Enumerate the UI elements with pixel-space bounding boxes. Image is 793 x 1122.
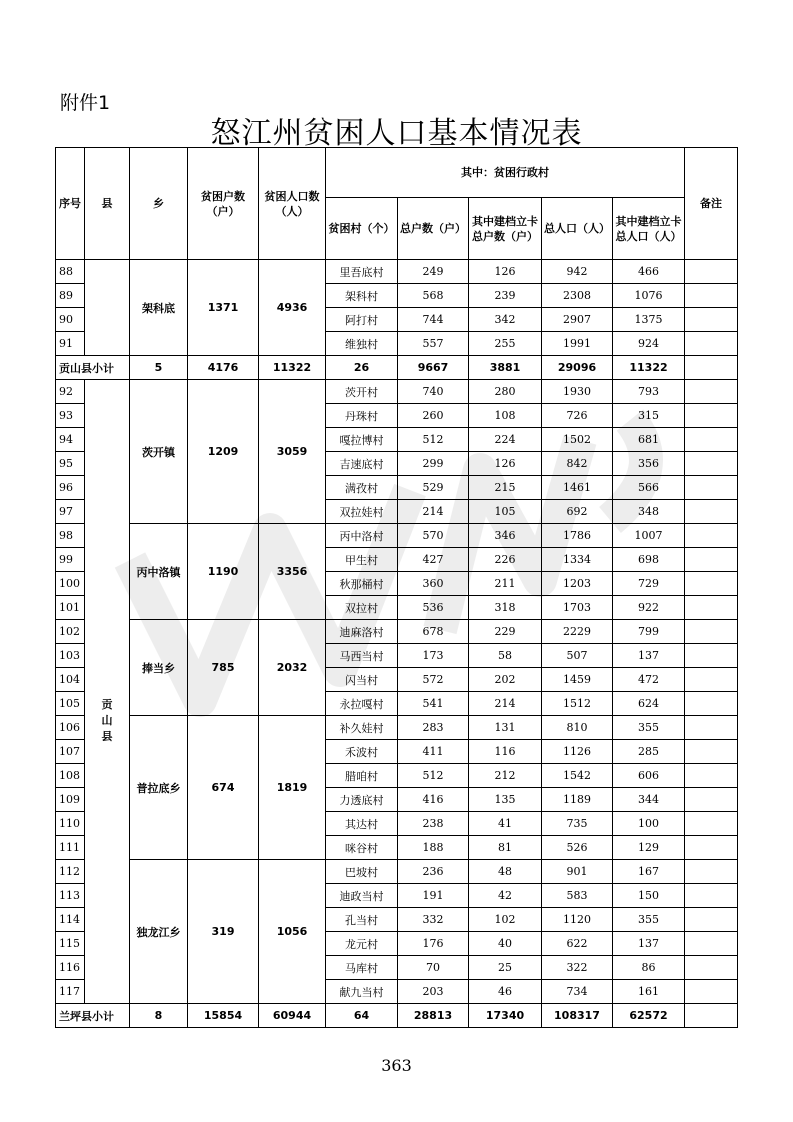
village-total-households: 173 [398, 644, 469, 668]
village-total-population: 1126 [542, 740, 613, 764]
township-population: 1819 [259, 716, 326, 860]
village-registered-population: 681 [613, 428, 685, 452]
header-seq: 序号 [56, 148, 85, 260]
village-name: 禾波村 [326, 740, 398, 764]
village-registered-households: 212 [469, 764, 542, 788]
village-total-households: 744 [398, 308, 469, 332]
page-number: 363 [381, 1056, 412, 1075]
subtotal-registered-population: 11322 [613, 356, 685, 380]
village-total-population: 1786 [542, 524, 613, 548]
subtotal-population: 11322 [259, 356, 326, 380]
village-name: 茨开村 [326, 380, 398, 404]
township-cell: 茨开镇 [130, 380, 188, 524]
remarks-cell [685, 428, 738, 452]
village-total-population: 1461 [542, 476, 613, 500]
header-township: 乡 [130, 148, 188, 260]
village-total-households: 203 [398, 980, 469, 1004]
township-population: 2032 [259, 620, 326, 716]
seq-cell: 116 [56, 956, 85, 980]
village-registered-population: 355 [613, 716, 685, 740]
village-registered-households: 40 [469, 932, 542, 956]
village-total-households: 570 [398, 524, 469, 548]
village-registered-households: 25 [469, 956, 542, 980]
subtotal-villages: 64 [326, 1004, 398, 1028]
village-total-population: 583 [542, 884, 613, 908]
village-registered-households: 211 [469, 572, 542, 596]
village-total-households: 512 [398, 428, 469, 452]
village-registered-population: 167 [613, 860, 685, 884]
remarks-cell [685, 308, 738, 332]
seq-cell: 104 [56, 668, 85, 692]
village-name: 迪政当村 [326, 884, 398, 908]
village-total-population: 734 [542, 980, 613, 1004]
village-total-population: 1189 [542, 788, 613, 812]
village-registered-households: 229 [469, 620, 542, 644]
village-registered-population: 1375 [613, 308, 685, 332]
seq-cell: 110 [56, 812, 85, 836]
village-registered-population: 566 [613, 476, 685, 500]
subtotal-registered-households: 3881 [469, 356, 542, 380]
remarks-cell [685, 380, 738, 404]
village-registered-population: 315 [613, 404, 685, 428]
township-population: 4936 [259, 260, 326, 356]
subtotal-total-households: 28813 [398, 1004, 469, 1028]
remarks-cell [685, 932, 738, 956]
remarks-cell [685, 476, 738, 500]
village-registered-households: 214 [469, 692, 542, 716]
subtotal-registered-population: 62572 [613, 1004, 685, 1028]
village-total-households: 176 [398, 932, 469, 956]
village-name: 巴坡村 [326, 860, 398, 884]
subtotal-households: 15854 [188, 1004, 259, 1028]
village-total-households: 427 [398, 548, 469, 572]
village-registered-population: 1007 [613, 524, 685, 548]
remarks-cell [685, 596, 738, 620]
table-row [56, 620, 738, 644]
village-registered-population: 729 [613, 572, 685, 596]
seq-cell: 92 [56, 380, 85, 404]
county-cell [85, 380, 130, 1004]
village-registered-households: 131 [469, 716, 542, 740]
remarks-cell [685, 908, 738, 932]
header-remarks: 备注 [685, 148, 738, 260]
village-name: 腊咱村 [326, 764, 398, 788]
township-population: 3356 [259, 524, 326, 620]
village-total-households: 416 [398, 788, 469, 812]
annex-label: 附件1 [60, 92, 111, 114]
subtotal-registered-households: 17340 [469, 1004, 542, 1028]
seq-cell: 117 [56, 980, 85, 1004]
village-name: 甲生村 [326, 548, 398, 572]
county-cell [85, 260, 130, 356]
subtotal-townships: 8 [130, 1004, 188, 1028]
village-total-population: 2229 [542, 620, 613, 644]
seq-cell: 97 [56, 500, 85, 524]
remarks-cell [685, 884, 738, 908]
village-total-population: 1120 [542, 908, 613, 932]
subtotal-townships: 5 [130, 356, 188, 380]
village-registered-population: 793 [613, 380, 685, 404]
village-registered-households: 58 [469, 644, 542, 668]
village-registered-population: 606 [613, 764, 685, 788]
remarks-cell [685, 572, 738, 596]
header-poor-population: 贫困人口数（人） [259, 148, 326, 260]
village-name: 架科村 [326, 284, 398, 308]
village-registered-population: 137 [613, 932, 685, 956]
seq-cell: 106 [56, 716, 85, 740]
subtotal-remarks [685, 1004, 738, 1028]
remarks-cell [685, 740, 738, 764]
village-registered-households: 126 [469, 452, 542, 476]
township-population: 1056 [259, 860, 326, 1004]
village-registered-households: 255 [469, 332, 542, 356]
remarks-cell [685, 692, 738, 716]
seq-cell: 88 [56, 260, 85, 284]
township-households: 319 [188, 860, 259, 1004]
village-total-households: 572 [398, 668, 469, 692]
village-registered-population: 86 [613, 956, 685, 980]
township-households: 1209 [188, 380, 259, 524]
village-registered-population: 355 [613, 908, 685, 932]
table-row [56, 380, 738, 404]
village-total-population: 2907 [542, 308, 613, 332]
village-registered-households: 126 [469, 260, 542, 284]
village-registered-population: 466 [613, 260, 685, 284]
subtotal-total-population: 29096 [542, 356, 613, 380]
remarks-cell [685, 788, 738, 812]
seq-cell: 114 [56, 908, 85, 932]
village-registered-population: 150 [613, 884, 685, 908]
village-name: 力透底村 [326, 788, 398, 812]
seq-cell: 99 [56, 548, 85, 572]
village-registered-population: 1076 [613, 284, 685, 308]
village-total-households: 536 [398, 596, 469, 620]
remarks-cell [685, 860, 738, 884]
village-total-population: 1512 [542, 692, 613, 716]
village-total-households: 214 [398, 500, 469, 524]
remarks-cell [685, 548, 738, 572]
village-registered-households: 226 [469, 548, 542, 572]
village-total-population: 942 [542, 260, 613, 284]
village-registered-households: 48 [469, 860, 542, 884]
village-registered-households: 280 [469, 380, 542, 404]
village-name: 献九当村 [326, 980, 398, 1004]
remarks-cell [685, 644, 738, 668]
subtotal-label: 兰坪县小计 [56, 1004, 130, 1028]
subtotal-households: 4176 [188, 356, 259, 380]
village-total-households: 411 [398, 740, 469, 764]
village-total-households: 740 [398, 380, 469, 404]
village-name: 秋那桶村 [326, 572, 398, 596]
county-name: 贡山县 [101, 697, 113, 743]
village-name: 嘎拉博村 [326, 428, 398, 452]
seq-cell: 108 [56, 764, 85, 788]
village-total-households: 557 [398, 332, 469, 356]
village-total-population: 1203 [542, 572, 613, 596]
village-registered-population: 129 [613, 836, 685, 860]
village-total-households: 568 [398, 284, 469, 308]
village-registered-population: 922 [613, 596, 685, 620]
village-name: 马库村 [326, 956, 398, 980]
village-total-households: 249 [398, 260, 469, 284]
village-total-households: 70 [398, 956, 469, 980]
village-total-population: 1459 [542, 668, 613, 692]
header-poor-households: 贫困户数（户） [188, 148, 259, 260]
village-name: 马西当村 [326, 644, 398, 668]
village-name: 丹珠村 [326, 404, 398, 428]
village-registered-population: 348 [613, 500, 685, 524]
village-total-households: 529 [398, 476, 469, 500]
village-registered-population: 161 [613, 980, 685, 1004]
township-cell: 独龙江乡 [130, 860, 188, 1004]
village-registered-population: 799 [613, 620, 685, 644]
village-registered-households: 108 [469, 404, 542, 428]
village-total-population: 1703 [542, 596, 613, 620]
seq-cell: 98 [56, 524, 85, 548]
village-name: 里吾底村 [326, 260, 398, 284]
subtotal-total-population: 108317 [542, 1004, 613, 1028]
village-name: 闪当村 [326, 668, 398, 692]
village-registered-households: 202 [469, 668, 542, 692]
village-registered-households: 342 [469, 308, 542, 332]
township-households: 674 [188, 716, 259, 860]
village-name: 满孜村 [326, 476, 398, 500]
village-name: 咪谷村 [326, 836, 398, 860]
remarks-cell [685, 500, 738, 524]
table-row [56, 524, 738, 548]
village-total-households: 332 [398, 908, 469, 932]
village-name: 维独村 [326, 332, 398, 356]
village-total-population: 1542 [542, 764, 613, 788]
village-registered-households: 116 [469, 740, 542, 764]
header-total-population: 总人口（人） [542, 198, 613, 260]
seq-cell: 96 [56, 476, 85, 500]
village-name: 其达村 [326, 812, 398, 836]
village-total-population: 622 [542, 932, 613, 956]
township-cell: 丙中洛镇 [130, 524, 188, 620]
village-total-households: 260 [398, 404, 469, 428]
seq-cell: 105 [56, 692, 85, 716]
remarks-cell [685, 332, 738, 356]
village-name: 双拉娃村 [326, 500, 398, 524]
village-total-households: 188 [398, 836, 469, 860]
subtotal-row [56, 356, 738, 380]
village-total-population: 1334 [542, 548, 613, 572]
village-registered-households: 46 [469, 980, 542, 1004]
village-total-population: 322 [542, 956, 613, 980]
village-total-population: 726 [542, 404, 613, 428]
village-total-households: 191 [398, 884, 469, 908]
village-total-population: 1991 [542, 332, 613, 356]
village-name: 龙元村 [326, 932, 398, 956]
village-name: 孔当村 [326, 908, 398, 932]
poverty-table [55, 147, 738, 1028]
village-name: 迪麻洛村 [326, 620, 398, 644]
remarks-cell [685, 524, 738, 548]
page-title: 怒江州贫困人口基本情况表 [210, 116, 583, 151]
village-registered-population: 285 [613, 740, 685, 764]
remarks-cell [685, 812, 738, 836]
table-row [56, 860, 738, 884]
seq-cell: 111 [56, 836, 85, 860]
village-total-households: 678 [398, 620, 469, 644]
village-total-population: 692 [542, 500, 613, 524]
township-households: 1190 [188, 524, 259, 620]
village-registered-households: 318 [469, 596, 542, 620]
header-total-households: 总户数（户） [398, 198, 469, 260]
village-registered-population: 624 [613, 692, 685, 716]
remarks-cell [685, 404, 738, 428]
village-registered-households: 224 [469, 428, 542, 452]
village-registered-population: 137 [613, 644, 685, 668]
village-registered-population: 472 [613, 668, 685, 692]
village-total-population: 810 [542, 716, 613, 740]
village-total-households: 283 [398, 716, 469, 740]
seq-cell: 113 [56, 884, 85, 908]
seq-cell: 95 [56, 452, 85, 476]
township-cell: 普拉底乡 [130, 716, 188, 860]
seq-cell: 89 [56, 284, 85, 308]
seq-cell: 109 [56, 788, 85, 812]
seq-cell: 112 [56, 860, 85, 884]
village-total-population: 901 [542, 860, 613, 884]
township-households: 1371 [188, 260, 259, 356]
seq-cell: 93 [56, 404, 85, 428]
village-registered-population: 356 [613, 452, 685, 476]
township-cell: 架科底 [130, 260, 188, 356]
table-row [56, 260, 738, 284]
village-total-population: 1930 [542, 380, 613, 404]
village-registered-population: 100 [613, 812, 685, 836]
remarks-cell [685, 836, 738, 860]
village-registered-households: 135 [469, 788, 542, 812]
remarks-cell [685, 956, 738, 980]
seq-cell: 101 [56, 596, 85, 620]
village-name: 丙中洛村 [326, 524, 398, 548]
header-county: 县 [85, 148, 130, 260]
subtotal-label: 贡山县小计 [56, 356, 130, 380]
remarks-cell [685, 668, 738, 692]
village-total-population: 1502 [542, 428, 613, 452]
table-body [56, 260, 738, 1028]
remarks-cell [685, 452, 738, 476]
village-name: 阿打村 [326, 308, 398, 332]
village-total-population: 735 [542, 812, 613, 836]
village-registered-population: 698 [613, 548, 685, 572]
village-registered-households: 346 [469, 524, 542, 548]
township-population: 3059 [259, 380, 326, 524]
seq-cell: 102 [56, 620, 85, 644]
village-registered-population: 344 [613, 788, 685, 812]
village-registered-households: 239 [469, 284, 542, 308]
village-total-households: 512 [398, 764, 469, 788]
village-total-population: 2308 [542, 284, 613, 308]
remarks-cell [685, 620, 738, 644]
seq-cell: 100 [56, 572, 85, 596]
village-registered-households: 215 [469, 476, 542, 500]
village-name: 吉速底村 [326, 452, 398, 476]
village-registered-households: 42 [469, 884, 542, 908]
village-total-population: 842 [542, 452, 613, 476]
header-registered-population: 其中建档立卡总人口（人） [613, 198, 685, 260]
seq-cell: 103 [56, 644, 85, 668]
village-registered-households: 81 [469, 836, 542, 860]
seq-cell: 94 [56, 428, 85, 452]
village-registered-households: 105 [469, 500, 542, 524]
remarks-cell [685, 260, 738, 284]
village-registered-population: 924 [613, 332, 685, 356]
township-households: 785 [188, 620, 259, 716]
subtotal-row [56, 1004, 738, 1028]
header-poor-admin-villages: 其中：贫困行政村 [326, 148, 685, 198]
remarks-cell [685, 980, 738, 1004]
header-registered-households: 其中建档立卡总户数（户） [469, 198, 542, 260]
remarks-cell [685, 284, 738, 308]
village-name: 双拉村 [326, 596, 398, 620]
village-total-population: 526 [542, 836, 613, 860]
subtotal-villages: 26 [326, 356, 398, 380]
township-cell: 捧当乡 [130, 620, 188, 716]
village-name: 永拉嘎村 [326, 692, 398, 716]
table-row [56, 716, 738, 740]
seq-cell: 107 [56, 740, 85, 764]
village-name: 补久娃村 [326, 716, 398, 740]
remarks-cell [685, 716, 738, 740]
subtotal-remarks [685, 356, 738, 380]
village-total-households: 299 [398, 452, 469, 476]
seq-cell: 90 [56, 308, 85, 332]
village-registered-households: 41 [469, 812, 542, 836]
village-registered-households: 102 [469, 908, 542, 932]
seq-cell: 115 [56, 932, 85, 956]
remarks-cell [685, 764, 738, 788]
village-total-households: 360 [398, 572, 469, 596]
village-total-households: 541 [398, 692, 469, 716]
seq-cell: 91 [56, 332, 85, 356]
village-total-population: 507 [542, 644, 613, 668]
village-total-households: 236 [398, 860, 469, 884]
subtotal-total-households: 9667 [398, 356, 469, 380]
header-poor-villages: 贫困村（个） [326, 198, 398, 260]
subtotal-population: 60944 [259, 1004, 326, 1028]
village-total-households: 238 [398, 812, 469, 836]
